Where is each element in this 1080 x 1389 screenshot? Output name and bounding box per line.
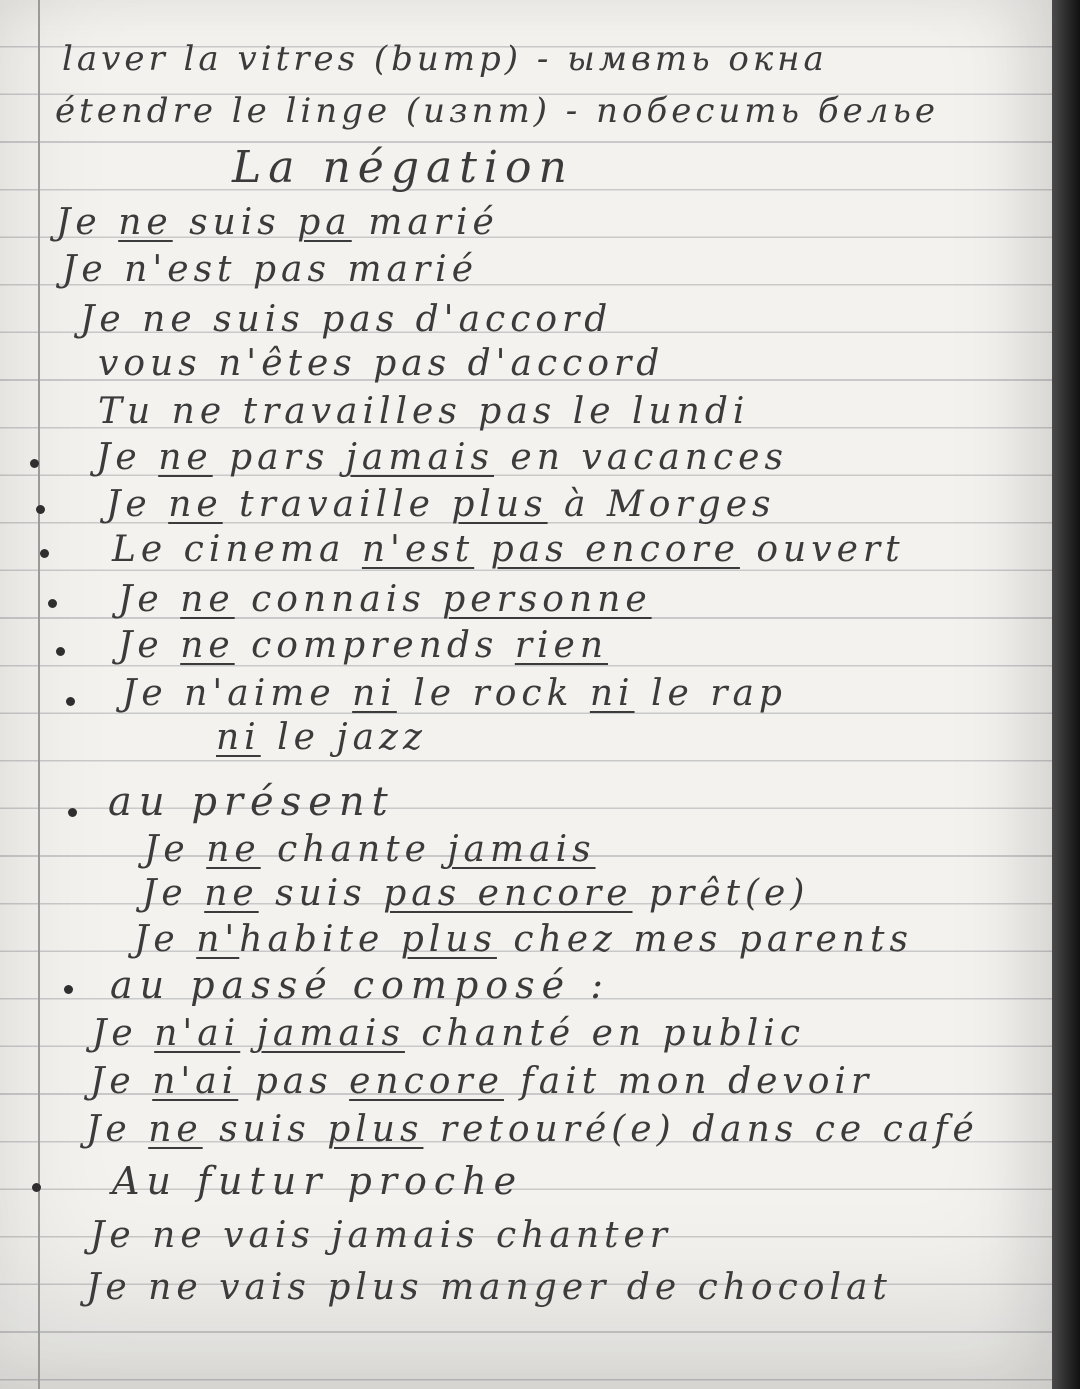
text: Je	[56, 202, 119, 243]
note-line	[142, 873, 810, 914]
note-line	[90, 1061, 874, 1102]
note-line	[144, 829, 596, 870]
note-line: Tu ne travailles pas le lundi	[98, 391, 750, 432]
text	[240, 1013, 256, 1054]
text: Je n'aime	[122, 673, 353, 714]
underlined-word: pas encore	[383, 873, 633, 914]
underlined-word: ni	[589, 673, 635, 714]
text: le rock	[396, 673, 590, 714]
text: le jazz	[260, 717, 427, 758]
note-line: étendre le linge (изnm) - побесить белье	[55, 91, 939, 131]
note-line	[92, 1013, 805, 1054]
note-line: Je ne vais plus manger de chocolat	[86, 1267, 892, 1308]
text: chez mes parents	[496, 919, 913, 960]
text: Je	[118, 579, 181, 620]
text: Je	[86, 1109, 149, 1150]
text: pars	[212, 437, 346, 478]
underlined-word: pa	[297, 202, 352, 243]
underlined-word: n'est	[361, 529, 475, 570]
underlined-word: ne	[168, 484, 223, 525]
note-line: Je n'est pas marié	[62, 249, 479, 290]
underlined-word: personne	[442, 579, 652, 620]
text: travaille	[222, 484, 452, 525]
note-line	[134, 919, 913, 960]
text: Le cinema	[112, 529, 362, 570]
underlined-word: pas encore	[490, 529, 740, 570]
text: suis	[202, 1109, 328, 1150]
underlined-word: plus	[451, 484, 548, 525]
text: suis	[258, 873, 384, 914]
underlined-word: n'	[196, 919, 240, 960]
note-line	[56, 202, 499, 243]
underlined-word: plus	[327, 1109, 424, 1150]
text: marié	[351, 202, 499, 243]
underlined-word: ne	[180, 625, 235, 666]
underlined-word: ne	[158, 437, 213, 478]
text: chanté en public	[404, 1013, 805, 1054]
page-title: La négation	[232, 142, 574, 193]
bullet-dot	[56, 647, 65, 656]
text: chante	[260, 829, 448, 870]
text: Je	[142, 873, 205, 914]
text: Je	[106, 484, 169, 525]
text: comprends	[234, 625, 515, 666]
underlined-word: jamais	[447, 829, 596, 870]
text: à Morges	[547, 484, 776, 525]
bullet-dot	[66, 697, 75, 706]
text: connais	[234, 579, 443, 620]
note-line: laver la vitres (bump) - ымвmь окна	[62, 39, 828, 79]
underlined-word: ne	[118, 202, 173, 243]
section-heading: Au futur proche	[112, 1159, 524, 1203]
underlined-word: encore	[349, 1061, 504, 1102]
underlined-word: n'ai	[154, 1013, 241, 1054]
bullet-dot	[36, 505, 45, 514]
note-line	[86, 1109, 979, 1150]
margin-line	[38, 0, 40, 1389]
underlined-word: jamais	[256, 1013, 405, 1054]
text: retouré(e) dans ce café	[423, 1109, 979, 1150]
underlined-word: rien	[514, 625, 609, 666]
text: suis	[172, 202, 298, 243]
note-line	[118, 579, 652, 620]
note-line	[216, 717, 427, 758]
note-line	[122, 673, 787, 714]
note-line: Je ne vais jamais chanter	[90, 1215, 672, 1256]
note-line	[112, 529, 905, 570]
bullet-dot	[40, 549, 49, 558]
text	[474, 529, 490, 570]
text: Je	[144, 829, 207, 870]
bullet-dot	[48, 599, 57, 608]
note-line: Je ne suis pas d'accord	[80, 299, 613, 340]
underlined-word: ne	[148, 1109, 203, 1150]
text: habite	[239, 919, 401, 960]
text: ouvert	[739, 529, 905, 570]
page-shadow-edge	[1052, 0, 1080, 1389]
bullet-dot	[32, 1183, 41, 1192]
text: pas	[238, 1061, 350, 1102]
underlined-word: n'ai	[152, 1061, 239, 1102]
underlined-word: ni	[352, 673, 397, 714]
note-line	[118, 625, 609, 666]
underlined-word: ne	[180, 579, 235, 620]
text: Je	[134, 919, 197, 960]
section-heading: au passé composé :	[110, 963, 611, 1007]
text: Je	[90, 1061, 153, 1102]
underlined-word: ni	[216, 717, 261, 758]
note-line	[96, 437, 788, 478]
underlined-word: ne	[206, 829, 261, 870]
underlined-word: jamais	[345, 437, 494, 478]
text: fait mon devoir	[503, 1061, 874, 1102]
section-heading: au présent	[108, 779, 395, 825]
text: Je	[118, 625, 181, 666]
underlined-word: ne	[204, 873, 259, 914]
text: le rap	[634, 673, 787, 714]
text: en vacances	[493, 437, 788, 478]
text: prêt(e)	[632, 873, 810, 914]
bullet-dot	[64, 985, 73, 994]
text: Je	[96, 437, 159, 478]
note-line: vous n'êtes pas d'accord	[98, 343, 665, 384]
bullet-dot	[30, 459, 39, 468]
underlined-word: plus	[400, 919, 497, 960]
note-line	[106, 484, 776, 525]
text: Je	[92, 1013, 155, 1054]
bullet-dot	[68, 808, 77, 817]
